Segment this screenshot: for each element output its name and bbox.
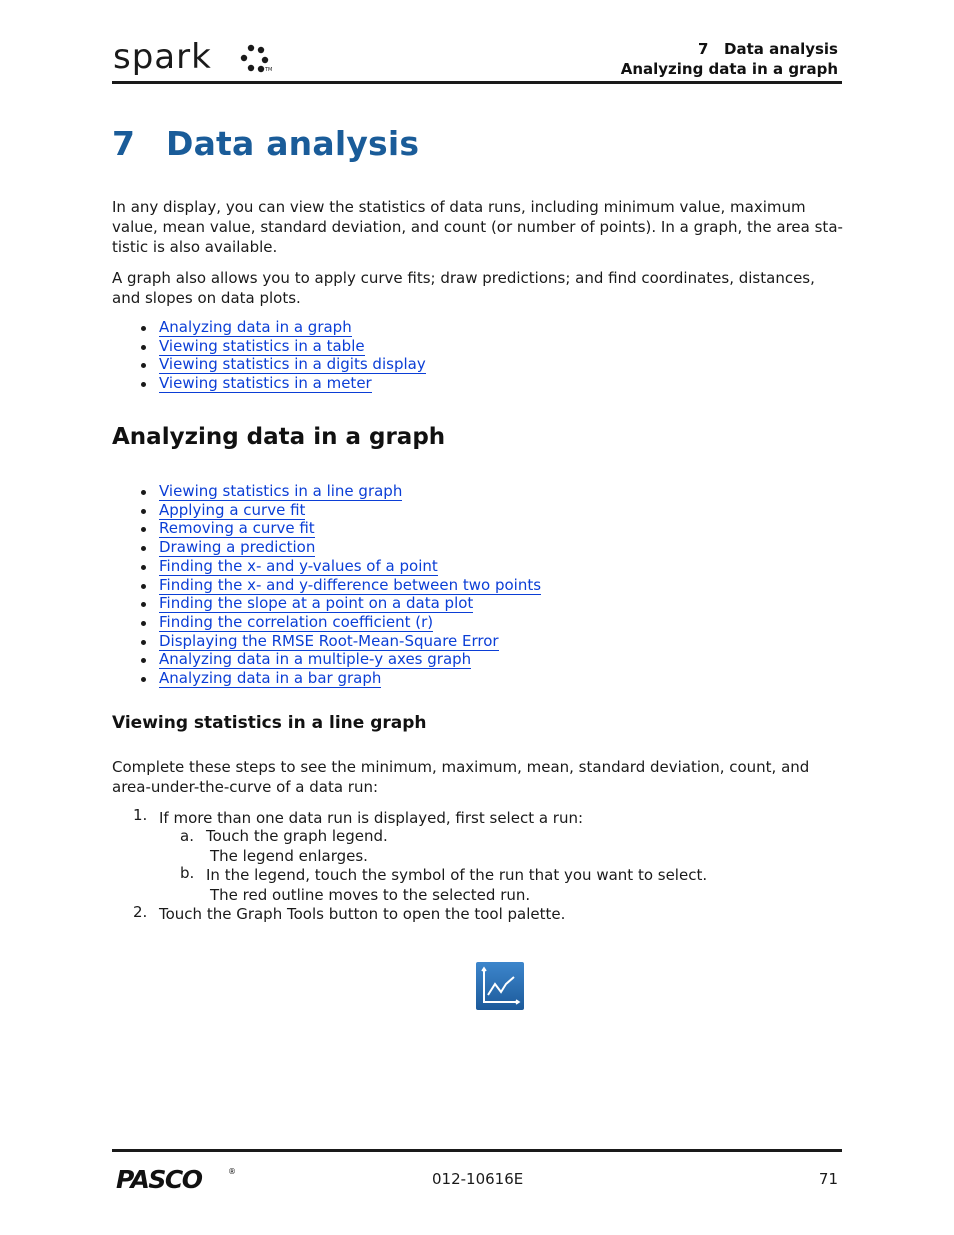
graph-tools-icon	[476, 962, 524, 1010]
registered-mark: ®	[228, 1167, 236, 1176]
chapter-title-text: Data analysis	[166, 124, 420, 163]
link-bar-graph[interactable]: Analyzing data in a bar graph	[159, 669, 382, 688]
link-rmse[interactable]: Displaying the RMSE Root-Mean-Square Error	[159, 631, 499, 650]
spark-logo	[113, 38, 283, 78]
link-drawing-prediction[interactable]: Drawing a prediction	[159, 538, 316, 557]
pasco-logo-text: PASCO	[116, 1165, 202, 1192]
subsection-intro-line: area-under-the-curve of a data run:	[112, 778, 379, 796]
list-item	[112, 650, 541, 669]
list-item	[112, 613, 541, 632]
link-finding-xy-values[interactable]: Finding the x- and y-values of a point	[159, 556, 438, 575]
running-header-section: Analyzing data in a graph	[620, 60, 838, 78]
subsection-title: Viewing statistics in a line graph	[112, 713, 427, 733]
step-text: Touch the Graph Tools button to open the tool palette.	[159, 905, 566, 923]
spark-logo-text: spark	[113, 38, 212, 77]
list-item	[112, 337, 426, 356]
footer-rule	[112, 1149, 842, 1152]
substep-result: The red outline moves to the selected run.	[210, 886, 531, 904]
link-multiple-y-axes[interactable]: Analyzing data in a multiple-y axes graph	[159, 650, 472, 669]
substep-text: Touch the graph legend.	[206, 827, 388, 845]
link-viewing-statistics-in-a-table[interactable]: Viewing statistics in a table	[159, 336, 365, 355]
chapter-title	[112, 124, 419, 163]
list-item	[112, 374, 426, 393]
step-text: If more than one data run is displayed, first select a run:	[159, 809, 584, 827]
substep-letter: b.	[180, 864, 195, 882]
running-header	[621, 39, 838, 79]
list-item	[112, 318, 426, 337]
chapter-link-list	[112, 318, 426, 393]
intro-paragraph-1	[112, 197, 852, 257]
intro-p1-line: In any display, you can view the statistics of data runs, including minimum value, maximum	[112, 198, 806, 216]
chapter-number: 7	[112, 124, 136, 163]
list-item	[112, 669, 541, 688]
list-item	[112, 557, 541, 576]
substep-result: The legend enlarges.	[210, 847, 368, 865]
link-viewing-statistics-in-a-digits-display[interactable]: Viewing statistics in a digits display	[159, 355, 426, 374]
step-number: 2.	[133, 903, 148, 921]
list-item	[112, 519, 541, 538]
link-viewing-statistics-in-a-meter[interactable]: Viewing statistics in a meter	[159, 374, 372, 393]
link-analyzing-data-in-a-graph[interactable]: Analyzing data in a graph	[159, 318, 352, 336]
intro-p2-line: A graph also allows you to apply curve fits; draw predictions; and find coordinates, distances,	[112, 269, 815, 287]
list-item	[112, 576, 541, 595]
step-number: 1.	[133, 806, 148, 824]
intro-paragraph-2	[112, 268, 852, 308]
document-number: 012-10616E	[432, 1170, 524, 1188]
header-rule	[112, 81, 842, 84]
list-item	[112, 632, 541, 651]
link-finding-slope[interactable]: Finding the slope at a point on a data plot	[159, 594, 474, 613]
substep-text: In the legend, touch the symbol of the run that you want to select.	[206, 866, 708, 884]
link-removing-curve-fit[interactable]: Removing a curve fit	[159, 519, 315, 538]
pasco-logo	[114, 1164, 238, 1192]
list-item	[112, 355, 426, 374]
trademark-mark: TM	[265, 67, 273, 73]
list-item	[112, 482, 541, 501]
subsection-intro-line: Complete these steps to see the minimum, maximum, mean, standard deviation, count, and	[112, 758, 810, 776]
link-line-graph-statistics[interactable]: Viewing statistics in a line graph	[159, 482, 403, 500]
link-correlation-coefficient[interactable]: Finding the correlation coefficient (r)	[159, 612, 434, 631]
list-item	[112, 594, 541, 613]
section-title: Analyzing data in a graph	[112, 424, 446, 450]
intro-p1-line: tistic is also available.	[112, 238, 278, 256]
list-item	[112, 538, 541, 557]
page-number: 71	[818, 1170, 838, 1188]
substep-letter: a.	[180, 827, 194, 845]
list-item	[112, 501, 541, 520]
subsection-intro	[112, 757, 852, 797]
section-link-list	[112, 482, 541, 688]
intro-p2-line: and slopes on data plots.	[112, 289, 301, 307]
link-finding-xy-difference[interactable]: Finding the x- and y-difference between two points	[159, 575, 542, 594]
running-header-chapter: 7 Data analysis	[697, 40, 838, 58]
link-applying-curve-fit[interactable]: Applying a curve fit	[159, 500, 306, 519]
intro-p1-line: value, mean value, standard deviation, and count (or number of points). In a graph, the area sta-	[112, 218, 843, 236]
